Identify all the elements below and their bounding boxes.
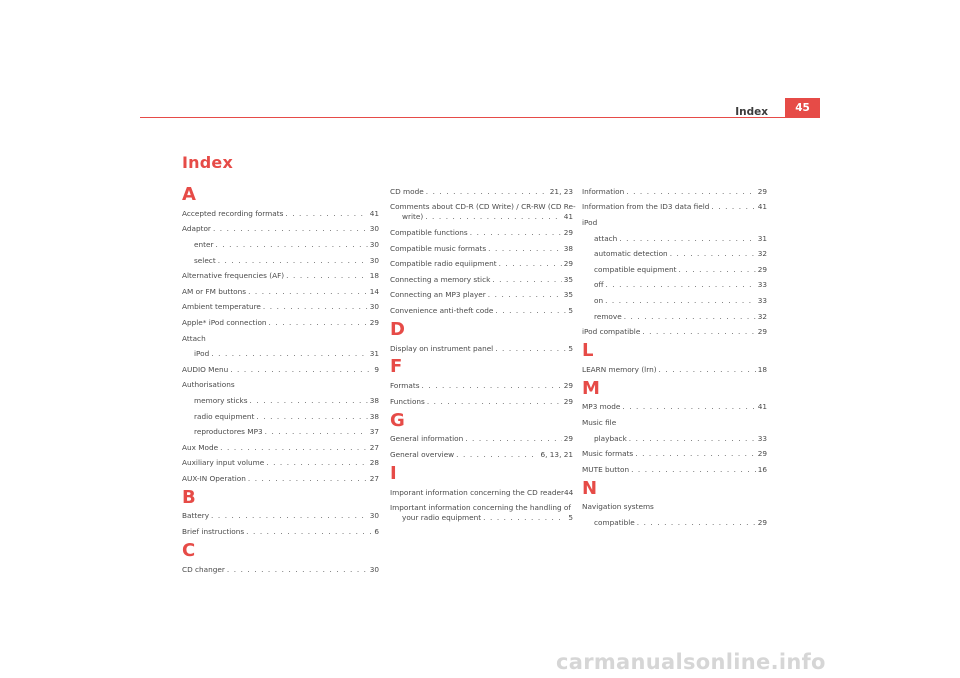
entry-page: 5 bbox=[568, 305, 573, 315]
index-letter-heading: M bbox=[582, 377, 600, 399]
entry-text: AUX-IN Operation bbox=[182, 473, 246, 483]
entry-text: AUDIO Menu bbox=[182, 364, 229, 374]
entry-text: playback bbox=[594, 433, 627, 443]
dot-leader bbox=[679, 265, 756, 275]
entry-page: 31 bbox=[369, 349, 379, 359]
entry-page: 29 bbox=[757, 327, 767, 337]
index-letter-heading: L bbox=[582, 339, 594, 361]
entry-text: Adaptor bbox=[182, 224, 211, 234]
entry-page: 21, 23 bbox=[549, 186, 573, 196]
entry-text: Important information concerning the handling of bbox=[390, 503, 571, 513]
entry-text: iPod bbox=[582, 217, 598, 227]
dot-leader bbox=[248, 287, 368, 297]
dot-leader bbox=[670, 249, 756, 259]
entry-text: Navigation systems bbox=[582, 502, 654, 512]
index-column-3 bbox=[582, 184, 767, 531]
index-entry bbox=[390, 341, 573, 357]
index-entry bbox=[582, 500, 767, 516]
index-entry bbox=[182, 315, 379, 331]
entry-text: Compatible music formats bbox=[390, 243, 487, 253]
dot-leader bbox=[269, 318, 368, 328]
entry-page: 33 bbox=[757, 295, 767, 305]
entry-text: CD changer bbox=[182, 564, 225, 574]
entry-page: 5 bbox=[568, 513, 573, 523]
index-column-1 bbox=[182, 184, 379, 577]
entry-text: Connecting a memory stick bbox=[390, 274, 491, 284]
entry-page: 5 bbox=[568, 343, 573, 353]
dot-leader bbox=[631, 465, 756, 475]
entry-text: Auxiliary input volume bbox=[182, 458, 265, 468]
entry-text: memory sticks bbox=[194, 395, 248, 405]
dot-leader bbox=[422, 381, 562, 391]
entry-text: Imporant information concerning the CD reader bbox=[390, 487, 565, 497]
entry-page: 38 bbox=[563, 243, 573, 253]
index-subentry bbox=[182, 346, 379, 362]
index-entry bbox=[390, 241, 573, 257]
entry-page: 30 bbox=[369, 239, 379, 249]
index-subentry bbox=[582, 262, 767, 278]
header-section-title: Index bbox=[735, 106, 768, 118]
entry-page: 29 bbox=[757, 449, 767, 459]
entry-text: MUTE button bbox=[582, 464, 630, 474]
index-entry bbox=[582, 400, 767, 416]
index-entry bbox=[182, 362, 379, 378]
index-subentry bbox=[582, 246, 767, 262]
dot-leader bbox=[265, 427, 368, 437]
entry-page: 41 bbox=[563, 212, 573, 222]
entry-text: remove bbox=[594, 311, 622, 321]
index-entry bbox=[390, 288, 573, 304]
entry-text: compatible equipment bbox=[594, 264, 677, 274]
dot-leader bbox=[483, 513, 566, 523]
dot-leader bbox=[211, 349, 367, 359]
entry-text: Battery bbox=[182, 511, 210, 521]
index-entry bbox=[390, 394, 573, 410]
page-title: Index bbox=[182, 153, 233, 172]
entry-page: 14 bbox=[369, 286, 379, 296]
dot-leader bbox=[427, 397, 562, 407]
dot-leader bbox=[213, 224, 368, 234]
index-entry bbox=[182, 378, 379, 394]
dot-leader bbox=[246, 527, 372, 537]
entry-text: your radio equipment bbox=[402, 513, 482, 523]
index-entry bbox=[582, 362, 767, 378]
index-entry bbox=[182, 456, 379, 472]
entry-text: Convenience anti-theft code bbox=[390, 305, 494, 315]
entry-text: Compatible radio equiipment bbox=[390, 259, 497, 269]
entry-text: on bbox=[594, 295, 604, 305]
index-entry bbox=[390, 200, 576, 226]
entry-page: 31 bbox=[757, 233, 767, 243]
entry-page: 27 bbox=[369, 442, 379, 452]
entry-page: 30 bbox=[369, 511, 379, 521]
index-letter-heading: D bbox=[390, 318, 405, 340]
entry-text: CD mode bbox=[390, 186, 424, 196]
index-entry bbox=[390, 447, 573, 463]
index-entry bbox=[182, 222, 379, 238]
entry-text: Information from the ID3 data field bbox=[582, 202, 710, 212]
entry-text: off bbox=[594, 280, 604, 290]
dot-leader bbox=[256, 412, 367, 422]
index-letter-heading: N bbox=[582, 477, 598, 499]
entry-text: Connecting an MP3 player bbox=[390, 290, 486, 300]
entry-page: 30 bbox=[369, 564, 379, 574]
index-entry bbox=[582, 215, 767, 231]
entry-page: 29 bbox=[757, 517, 767, 527]
dot-leader bbox=[622, 402, 755, 412]
entry-page: 29 bbox=[757, 264, 767, 274]
entry-text: Formats bbox=[390, 381, 420, 391]
dot-leader bbox=[426, 187, 548, 197]
index-entry bbox=[390, 225, 573, 241]
index-entry bbox=[582, 184, 767, 200]
page-number-badge: 45 bbox=[785, 98, 820, 118]
index-entry bbox=[182, 206, 379, 222]
entry-page: 6, 13, 21 bbox=[540, 449, 573, 459]
dot-leader bbox=[470, 228, 562, 238]
entry-text: Apple* iPod connection bbox=[182, 317, 267, 327]
entry-text: MP3 mode bbox=[582, 402, 621, 412]
dot-leader bbox=[629, 434, 756, 444]
entry-page: 16 bbox=[757, 464, 767, 474]
entry-text: Music file bbox=[582, 417, 617, 427]
entry-text: attach bbox=[594, 233, 618, 243]
dot-leader bbox=[499, 259, 562, 269]
entry-page: 9 bbox=[374, 364, 379, 374]
entry-text: compatible bbox=[594, 517, 635, 527]
dot-leader bbox=[605, 296, 756, 306]
dot-leader bbox=[218, 256, 368, 266]
index-letter-heading: A bbox=[182, 184, 196, 205]
index-entry bbox=[390, 485, 573, 501]
index-entry bbox=[390, 500, 573, 526]
index-subentry bbox=[182, 393, 379, 409]
entry-page: 33 bbox=[757, 433, 767, 443]
index-entry bbox=[582, 462, 767, 478]
dot-leader bbox=[250, 396, 368, 406]
index-entry bbox=[390, 378, 573, 394]
index-entry bbox=[182, 471, 379, 487]
entry-page: 35 bbox=[563, 290, 573, 300]
dot-leader bbox=[659, 365, 756, 375]
entry-page: 18 bbox=[369, 271, 379, 281]
index-entry bbox=[182, 562, 379, 578]
dot-leader bbox=[637, 518, 756, 528]
entry-text: General information bbox=[390, 434, 464, 444]
index-entry bbox=[582, 200, 767, 216]
index-entry bbox=[582, 324, 767, 340]
entry-page: 27 bbox=[369, 473, 379, 483]
dot-leader bbox=[624, 312, 756, 322]
entry-page: 38 bbox=[369, 411, 379, 421]
entry-page: 29 bbox=[563, 227, 573, 237]
entry-page: 29 bbox=[369, 317, 379, 327]
dot-leader bbox=[465, 434, 562, 444]
entry-text: Music formats bbox=[582, 449, 634, 459]
entry-text: Compatible functions bbox=[390, 227, 468, 237]
dot-leader bbox=[215, 240, 367, 250]
entry-page: 32 bbox=[757, 249, 767, 259]
entry-text: reproductores MP3 bbox=[194, 427, 263, 437]
entry-text: LEARN memory (lrn) bbox=[582, 364, 657, 374]
index-entry bbox=[390, 272, 573, 288]
dot-leader bbox=[425, 212, 562, 222]
index-entry bbox=[182, 524, 379, 540]
index-subentry bbox=[582, 309, 767, 325]
index-letter-heading: C bbox=[182, 539, 196, 561]
dot-leader bbox=[211, 511, 368, 521]
entry-text: Comments about CD-R (CD Write) / CR-RW (CD Re- bbox=[390, 202, 576, 212]
entry-page: 41 bbox=[757, 402, 767, 412]
index-letter-heading: I bbox=[390, 462, 397, 484]
dot-leader bbox=[227, 565, 368, 575]
dot-leader bbox=[488, 290, 562, 300]
dot-leader bbox=[495, 344, 566, 354]
entry-page: 35 bbox=[563, 274, 573, 284]
dot-leader bbox=[230, 365, 372, 375]
entry-page: 41 bbox=[757, 202, 767, 212]
dot-leader bbox=[248, 474, 368, 484]
watermark: carmanualsonline.info bbox=[556, 650, 826, 674]
index-entry bbox=[390, 303, 573, 319]
entry-page: 30 bbox=[369, 302, 379, 312]
dot-leader bbox=[626, 187, 755, 197]
entry-text: select bbox=[194, 255, 216, 265]
entry-text: Accepted recording formats bbox=[182, 208, 284, 218]
index-subentry bbox=[182, 424, 379, 440]
entry-text: Functions bbox=[390, 396, 425, 406]
index-entry bbox=[182, 268, 379, 284]
entry-page: 29 bbox=[563, 396, 573, 406]
index-subentry bbox=[182, 253, 379, 269]
entry-page: 29 bbox=[563, 381, 573, 391]
index-entry bbox=[390, 184, 573, 200]
entry-page: 33 bbox=[757, 280, 767, 290]
index-entry bbox=[390, 432, 573, 448]
index-subentry bbox=[582, 515, 767, 531]
index-column-2 bbox=[390, 184, 576, 526]
dot-leader bbox=[456, 450, 538, 460]
index-subentry bbox=[582, 278, 767, 294]
entry-page: 29 bbox=[757, 186, 767, 196]
dot-leader bbox=[285, 209, 367, 219]
entry-text: automatic detection bbox=[594, 249, 668, 259]
index-letter-heading: B bbox=[182, 486, 196, 508]
index-entry bbox=[582, 415, 767, 431]
index-subentry bbox=[582, 293, 767, 309]
dot-leader bbox=[495, 306, 566, 316]
index-subentry bbox=[182, 409, 379, 425]
entry-text: Information bbox=[582, 186, 625, 196]
dot-leader bbox=[492, 275, 561, 285]
dot-leader bbox=[266, 458, 367, 468]
entry-page: 29 bbox=[563, 259, 573, 269]
dot-leader bbox=[286, 271, 368, 281]
entry-page: 37 bbox=[369, 427, 379, 437]
dot-leader bbox=[635, 449, 755, 459]
index-entry bbox=[182, 331, 379, 347]
entry-page: 28 bbox=[369, 458, 379, 468]
dot-leader bbox=[642, 327, 755, 337]
entry-page: 38 bbox=[369, 395, 379, 405]
entry-text: iPod bbox=[194, 349, 210, 359]
entry-page: 44 bbox=[564, 487, 574, 497]
dot-leader bbox=[488, 244, 562, 254]
index-entry bbox=[582, 446, 767, 462]
entry-text: Alternative frequencies (AF) bbox=[182, 271, 285, 281]
entry-page: 30 bbox=[369, 224, 379, 234]
dot-leader bbox=[220, 443, 368, 453]
index-letter-heading: F bbox=[390, 356, 403, 378]
entry-text: Authorisations bbox=[182, 380, 235, 390]
entry-page: 18 bbox=[757, 364, 767, 374]
entry-text: Display on instrument panel bbox=[390, 343, 494, 353]
entry-text: Ambient temperature bbox=[182, 302, 261, 312]
dot-leader bbox=[711, 202, 755, 212]
entry-text: Brief instructions bbox=[182, 527, 245, 537]
entry-page: 29 bbox=[563, 434, 573, 444]
dot-leader bbox=[619, 234, 755, 244]
index-subentry bbox=[582, 231, 767, 247]
entry-page: 41 bbox=[369, 208, 379, 218]
entry-text: AM or FM buttons bbox=[182, 286, 247, 296]
entry-page: 30 bbox=[369, 255, 379, 265]
entry-text: write) bbox=[402, 212, 424, 222]
entry-text: enter bbox=[194, 239, 214, 249]
index-entry bbox=[182, 509, 379, 525]
entry-page: 6 bbox=[374, 527, 379, 537]
index-entry bbox=[182, 440, 379, 456]
index-entry bbox=[182, 284, 379, 300]
index-letter-heading: G bbox=[390, 409, 405, 431]
entry-text: General overview bbox=[390, 449, 455, 459]
index-subentry bbox=[582, 431, 767, 447]
index-subentry bbox=[182, 237, 379, 253]
entry-text: iPod compatible bbox=[582, 327, 641, 337]
entry-text: radio equipment bbox=[194, 411, 255, 421]
dot-leader bbox=[606, 280, 756, 290]
entry-text: Aux Mode bbox=[182, 442, 219, 452]
entry-text: Attach bbox=[182, 333, 206, 343]
index-entry bbox=[390, 256, 573, 272]
dot-leader bbox=[263, 302, 368, 312]
index-entry bbox=[182, 300, 379, 316]
entry-page: 32 bbox=[757, 311, 767, 321]
